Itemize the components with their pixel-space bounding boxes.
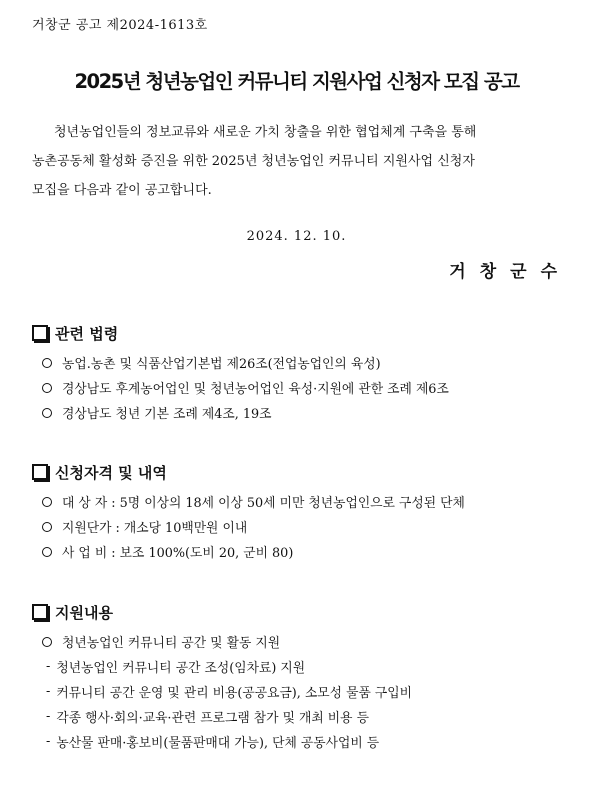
section-support-content — [32, 601, 582, 754]
section-related-laws — [32, 322, 582, 425]
issuer-name: 거창군수 — [449, 262, 571, 282]
list-item — [42, 489, 582, 514]
sub-list-item-text: 각종 행사·회의·교육·관련 프로그램 참가 및 개최 비용 등 — [56, 711, 369, 726]
dash-bullet-icon: - — [46, 709, 51, 724]
circle-bullet-icon — [42, 408, 52, 418]
list-item — [42, 350, 582, 375]
list-item — [42, 400, 582, 425]
dash-bullet-icon: - — [46, 659, 51, 674]
sub-list-item — [46, 704, 582, 729]
section-heading-text: 지원내용 — [55, 603, 113, 622]
sub-list-item — [46, 679, 582, 704]
intro-line: 청년농업인들의 정보교류와 새로운 가치 창출을 위한 협업체계 구축을 통해 — [54, 125, 477, 140]
dash-bullet-icon: - — [46, 684, 51, 699]
intro-line: 모집을 다음과 같이 공고합니다. — [32, 183, 212, 198]
sub-list-item-text: 커뮤니티 공간 운영 및 관리 비용(공공요금), 소모성 물품 구입비 — [56, 686, 412, 701]
checkbox-square-icon — [32, 325, 48, 341]
sub-list-item — [46, 654, 582, 679]
announcement-date: 2024. 12. 10. — [246, 229, 347, 244]
circle-bullet-icon — [42, 497, 52, 507]
list-item-text: 농업.농촌 및 식품산업기본법 제26조(전업농업인의 육성) — [62, 357, 381, 372]
section-heading — [32, 601, 582, 623]
circle-bullet-icon — [42, 358, 52, 368]
circle-bullet-icon — [42, 637, 52, 647]
document-number: 거창군 공고 제2024-1613호 — [32, 18, 208, 33]
list-item — [42, 514, 582, 539]
sub-list-item-text: 청년농업인 커뮤니티 공간 조성(임차료) 지원 — [56, 661, 306, 676]
circle-bullet-icon — [42, 383, 52, 393]
list-item-text: 사 업 비 : 보조 100%(도비 20, 군비 80) — [62, 546, 294, 561]
circle-bullet-icon — [42, 522, 52, 532]
checkbox-square-icon — [32, 604, 48, 620]
section-heading-text: 신청자격 및 내역 — [55, 463, 167, 482]
circle-bullet-icon — [42, 547, 52, 557]
intro-paragraph — [32, 118, 577, 205]
dash-bullet-icon: - — [46, 734, 51, 749]
section-heading-text: 관련 법령 — [55, 324, 119, 343]
list-item — [42, 629, 582, 654]
section-heading — [32, 322, 582, 344]
section-heading — [32, 461, 582, 483]
sub-list-item-text: 농산물 판매·홍보비(물품판매대 가능), 단체 공동사업비 등 — [56, 736, 380, 751]
list-item-text: 경상남도 후계농어업인 및 청년농어업인 육성·지원에 관한 조례 제6조 — [62, 382, 449, 397]
intro-line: 농촌공동체 활성화 증진을 위한 2025년 청년농업인 커뮤니티 지원사업 신청자 — [32, 154, 475, 169]
list-item — [42, 375, 582, 400]
list-item-text: 경상남도 청년 기본 조례 제4조, 19조 — [62, 407, 272, 422]
list-item-text: 지원단가 : 개소당 10백만원 이내 — [62, 521, 248, 536]
page-title: 2025년 청년농업인 커뮤니티 지원사업 신청자 모집 공고 — [74, 70, 519, 93]
list-item-text: 대 상 자 : 5명 이상의 18세 이상 50세 미만 청년농업인으로 구성된 단체 — [62, 496, 465, 511]
list-item — [42, 539, 582, 564]
checkbox-square-icon — [32, 464, 48, 480]
list-item-text: 청년농업인 커뮤니티 공간 및 활동 지원 — [62, 636, 281, 651]
sub-list-item — [46, 729, 582, 754]
section-eligibility — [32, 461, 582, 564]
